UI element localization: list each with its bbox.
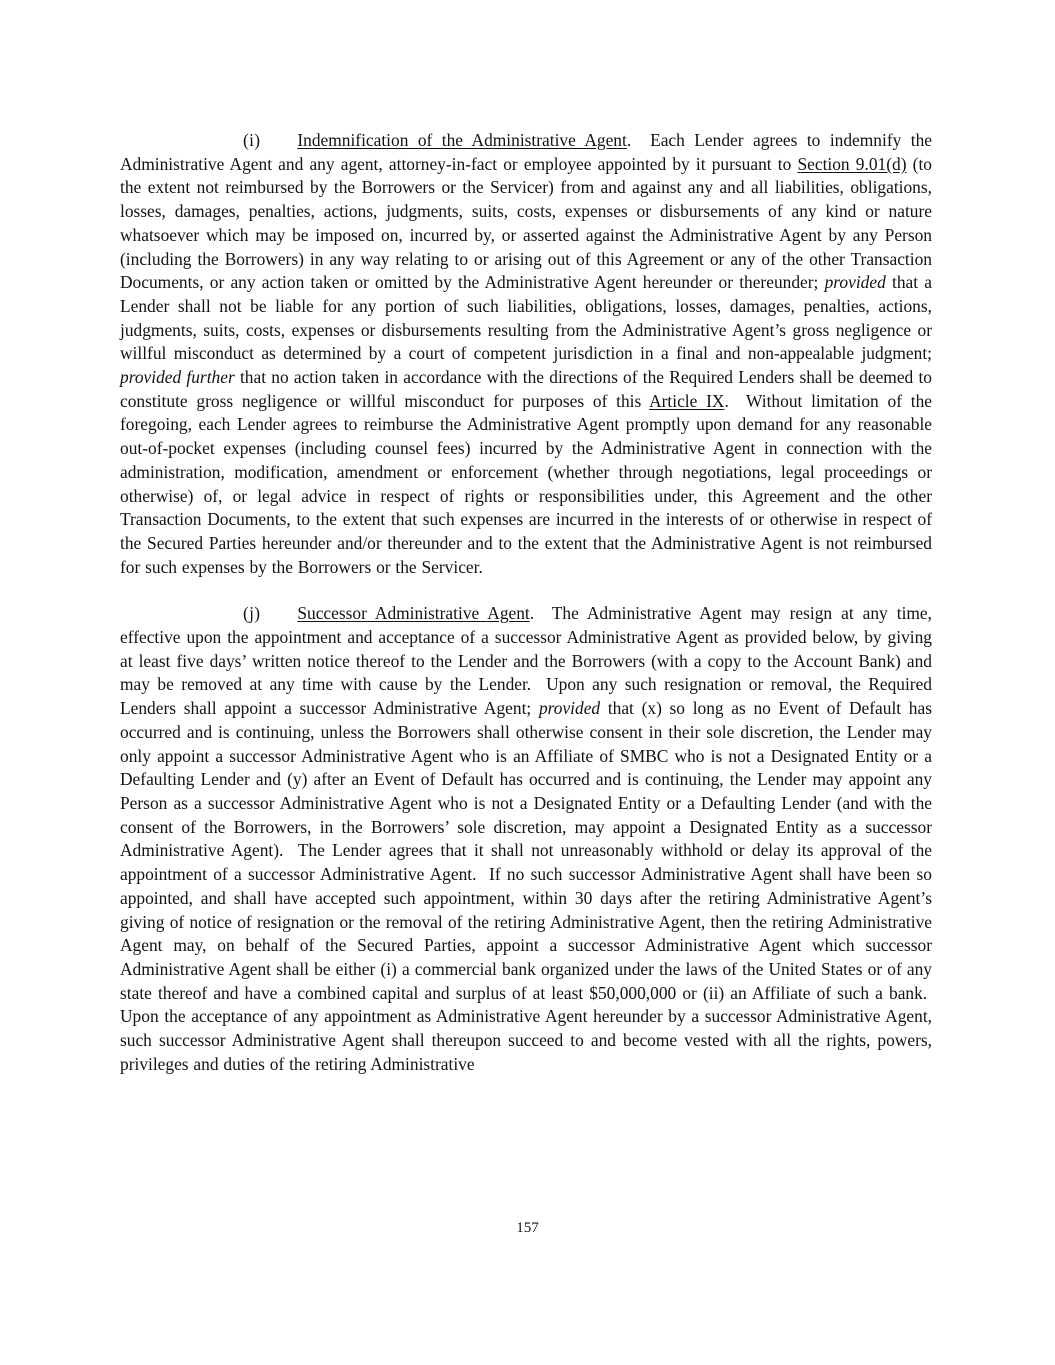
document-body [120,129,932,1076]
tab-space [260,145,297,146]
paragraph-label: (i) [243,130,261,150]
italic-phrase: provided [538,698,601,719]
paragraph-successor-agent [120,602,932,1076]
paragraph-label: (j) [243,603,261,624]
text-run: that no action taken in accordance with the directions of the Required Lenders shall be deemed to constitute gross negligence or willful misconduct for purposes of this [120,367,932,411]
underlined-phrase: Successor Administrative Agent [297,603,530,624]
text-run: that (x) so long as no Event of Default has occurred and is continuing, unless the Borrowers shall otherwise consent in their sole discretion, the Lender may only appoint a successor Administrative Agent who is an Affiliate of SMBC who is not a Designated Entity or a Defaulting Lender and (y) after an Event of Default has occurred and is continuing, the Lender may appoint any Person as a successor Administrative Agent who is not a Designated Entity or a Defaulting Lender (and with the consent of the Borrowers, in the Borrowers’ sole discretion, may appoint a Designated Entity as a successor Administrative Agent). The Lender agrees that it shall not unreasonably withhold or delay its approval of the appointment of a successor Administrative Agent. If no such successor Administrative Agent shall have been so appointed, and shall have accepted such appointment, within 30 days after the retiring Administrative Agent’s giving of notice of resignation or the removal of the retiring Administrative Agent, then the retiring Administrative Agent may, on behalf of the Secured Parties, appoint a successor Administrative Agent which successor Administrative Agent shall be either (i) a commercial bank organized under the laws of the United States or of any state thereof and have a combined capital and surplus of at least $50,000,000 or (ii) an Affiliate of such a bank. Upon the acceptance of any appointment as Administrative Agent hereunder by a successor Administrative Agent, such successor Administrative Agent shall thereupon succeed to and become vested with all the rights, powers, privileges and duties of the retiring Administrative [120,698,932,1074]
page-number: 157 [516,1220,539,1236]
italic-phrase: provided [824,272,886,293]
underlined-phrase: Indemnification of the Administrative Agent [297,130,627,150]
text-run: . Without limitation of the foregoing, each Lender agrees to reimburse the Administrative Agent promptly upon demand for any reasonable out-of-pocket expenses (including counsel fees) incurred by the Administrative Agent in connection with the administration, modification, amendment or enforcement (whether through negotiations, legal proceedings or otherwise) of, or legal advice in respect of rights or responsibilities under, this Agreement and the other Transaction Documents, to the extent that such expenses are incurred in the interests of or otherwise in respect of the Secured Parties hereunder and/or thereunder and to the extent that the Administrative Agent is not reimbursed for such expenses by the Borrowers or the Servicer. [120,390,932,577]
paragraph-indemnification [120,129,932,579]
text-run: . The Administrative Agent may resign at any time, effective upon the appointment and acceptance of a successor Administrative Agent as provided below, by giving at least five days’ written notice thereof to the Lender and the Borrowers (with a copy to the Account Bank) and may be removed at any time with cause by the Lender. Upon any such resignation or removal, the Required Lenders shall appoint a successor Administrative Agent; [120,603,932,719]
tab-space [260,618,297,619]
underlined-phrase: Section 9.01(d) [797,153,907,174]
text-run: . Each Lender agrees to indemnify the Administrative Agent and any agent, attorney-in-fact or employee appointed by it pursuant to [120,130,932,174]
italic-phrase: provided further [120,367,235,388]
underlined-phrase: Article IX [649,390,725,411]
text-run: that a Lender shall not be liable for any portion of such liabilities, obligations, losses, damages, penalties, actions, judgments, suits, costs, expenses or disbursements resulting from the Administrative Agent’s gross negligence or willful misconduct as determined by a court of competent jurisdiction in a final and non-appealable judgment; [120,272,932,364]
text-run: (to the extent not reimbursed by the Borrowers or the Servicer) from and against any and all liabilities, obligations, losses, damages, penalties, actions, judgments, suits, costs, expenses or disbursements of any kind or nature whatsoever which may be imposed on, incurred by, or asserted against the Administrative Agent by any Person (including the Borrowers) in any way relating to or arising out of this Agreement or any of the other Transaction Documents, or any action taken or omitted by the Administrative Agent hereunder or thereunder; [120,153,932,293]
